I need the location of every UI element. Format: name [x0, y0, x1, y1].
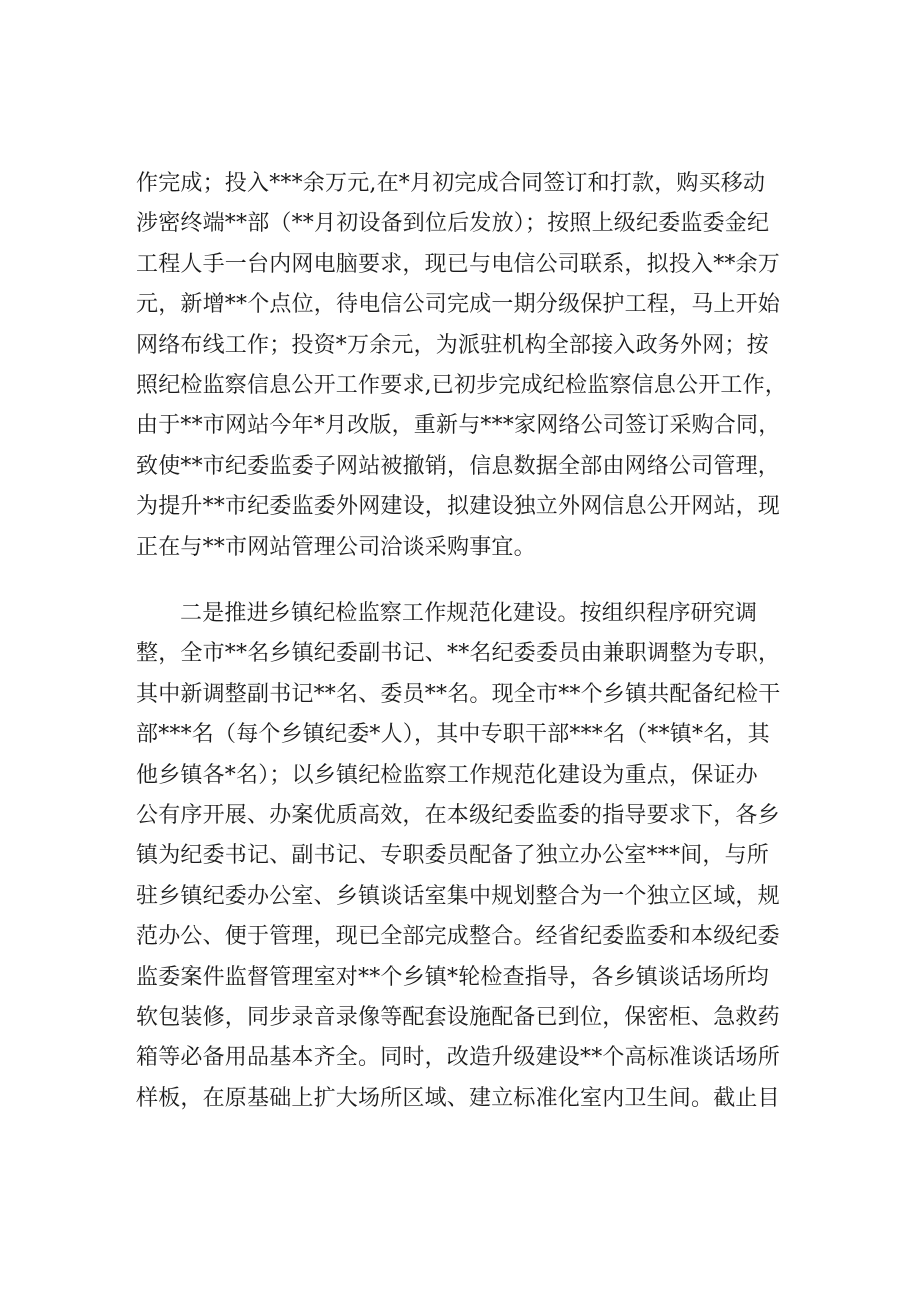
text-line: 涉密终端**部（**月初设备到位后发放）；按照上级纪委监委金纪: [136, 211, 770, 237]
text-line: 由于**市网站今年*月改版，重新与***家网络公司签订采购合同，: [136, 413, 781, 439]
paragraph-township-standardization: [136, 594, 798, 1119]
text-line: 网络布线工作；投资*万余元，为派驻机构全部接入政务外网；按: [136, 332, 769, 358]
text-line: 箱等必备用品基本齐全。同时，改造升级建设**个高标准谈话场所: [136, 1045, 781, 1071]
text-line: 范办公、便于管理，现已全部完成整合。经省纪委监委和本级纪委: [136, 924, 780, 950]
text-line: 样板，在原基础上扩大场所区域、建立标准化室内卫生间。截止目: [136, 1085, 780, 1111]
text-line: 为提升**市纪委监委外网建设，拟建设独立外网信息公开网站，现: [136, 494, 781, 520]
text-line: 整，全市**名乡镇纪委副书记、**名纪委委员由兼职调整为专职，: [136, 641, 781, 667]
text-line: 其中新调整副书记**名、委员**名。现全市**个乡镇共配备纪检干: [136, 681, 781, 707]
text-line-first: 二是推进乡镇纪检监察工作规范化建设。按组织程序研究调: [180, 601, 758, 626]
text-line: 正在与**市网站管理公司洽谈采购事宜。: [136, 534, 536, 560]
text-line: 部***名（每个乡镇纪委*人），其中专职干部***名（**镇*名，其: [136, 722, 770, 748]
text-line: 驻乡镇纪委办公室、乡镇谈话室集中规划整合为一个独立区域，规: [136, 883, 780, 909]
text-line: 公有序开展、办案优质高效，在本级纪委监委的指导要求下，各乡: [136, 802, 780, 828]
text-line: 照纪检监察信息公开工作要求,已初步完成纪检监察信息公开工作，: [136, 372, 787, 398]
paragraph-network-construction: [136, 164, 798, 568]
text-line: 镇为纪委书记、副书记、专职委员配备了独立办公室***间，与所: [136, 843, 770, 869]
text-line: 致使**市纪委监委子网站被撤销，信息数据全部由网络公司管理，: [136, 453, 781, 479]
text-line: 软包装修，同步录音录像等配套设施配备已到位，保密柜、急救药: [136, 1004, 780, 1030]
text-line: 元，新增**个点位，待电信公司完成一期分级保护工程，马上开始: [136, 292, 781, 318]
text-line: 他乡镇各*名）；以乡镇纪检监察工作规范化建设为重点，保证办: [136, 762, 758, 788]
text-line: 作完成；投入***余万元,在*月初完成合同签订和打款，购买移动: [136, 171, 766, 196]
text-line: 监委案件监督管理室对**个乡镇*轮检查指导，各乡镇谈话场所均: [136, 964, 770, 990]
text-line: 工程人手一台内网电脑要求，现已与电信公司联系，拟投入**余万: [136, 251, 781, 277]
